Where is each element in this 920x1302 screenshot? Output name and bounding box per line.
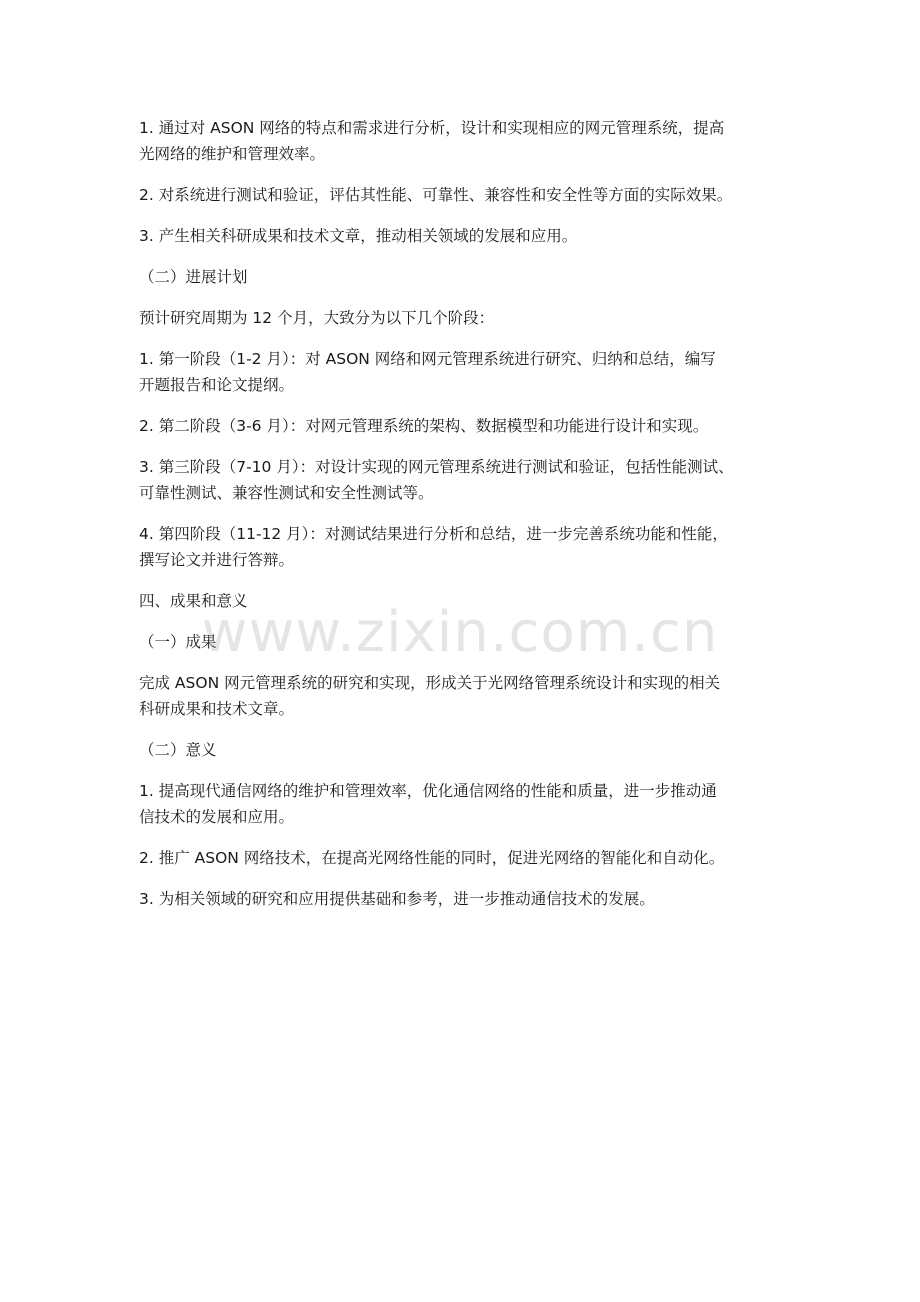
paragraph-research-period: 预计研究周期为 12 个月，大致分为以下几个阶段：	[139, 309, 495, 327]
paragraph-significance-1: 1. 提高现代通信网络的维护和管理效率，优化通信网络的性能和质量，进一步推动通 信技术的发展和应用。	[139, 782, 717, 826]
paragraph-goal-1: 1. 通过对 ASON 网络的特点和需求进行分析，设计和实现相应的网元管理系统，提高 光网络的维护和管理效率。	[139, 119, 725, 163]
paragraph-stage-4: 4. 第四阶段（11-12 月）：对测试结果进行分析和总结，进一步完善系统功能和性能， 撰写论文并进行答辩。	[139, 525, 728, 569]
watermark-text: www.zixin.com.cn	[201, 600, 719, 665]
subheading-significance: （二）意义	[139, 741, 217, 759]
paragraph-stage-2: 2. 第二阶段（3-6 月）：对网元管理系统的架构、数据模型和功能进行设计和实现。	[139, 417, 709, 435]
subheading-results: （一）成果	[139, 633, 217, 651]
paragraph-stage-1: 1. 第一阶段（1-2 月）：对 ASON 网络和网元管理系统进行研究、归纳和总结，编写 开题报告和论文提纲。	[139, 350, 716, 394]
section-heading-progress-plan: （二）进展计划	[139, 268, 248, 286]
paragraph-significance-3: 3. 为相关领域的研究和应用提供基础和参考，进一步推动通信技术的发展。	[139, 890, 655, 908]
document-body	[139, 115, 809, 927]
paragraph-results: 完成 ASON 网元管理系统的研究和实现，形成关于光网络管理系统设计和实现的相关 科研成果和技术文章。	[139, 674, 721, 718]
paragraph-goal-2: 2. 对系统进行测试和验证，评估其性能、可靠性、兼容性和安全性等方面的实际效果。	[139, 186, 733, 204]
paragraph-significance-2: 2. 推广 ASON 网络技术，在提高光网络性能的同时，促进光网络的智能化和自动化。	[139, 849, 725, 867]
section-heading-results-significance: 四、成果和意义	[139, 592, 248, 610]
paragraph-goal-3: 3. 产生相关科研成果和技术文章，推动相关领域的发展和应用。	[139, 227, 578, 245]
paragraph-stage-3: 3. 第三阶段（7-10 月）：对设计实现的网元管理系统进行测试和验证，包括性能测试、 可靠性测试、兼容性测试和安全性测试等。	[139, 458, 734, 502]
